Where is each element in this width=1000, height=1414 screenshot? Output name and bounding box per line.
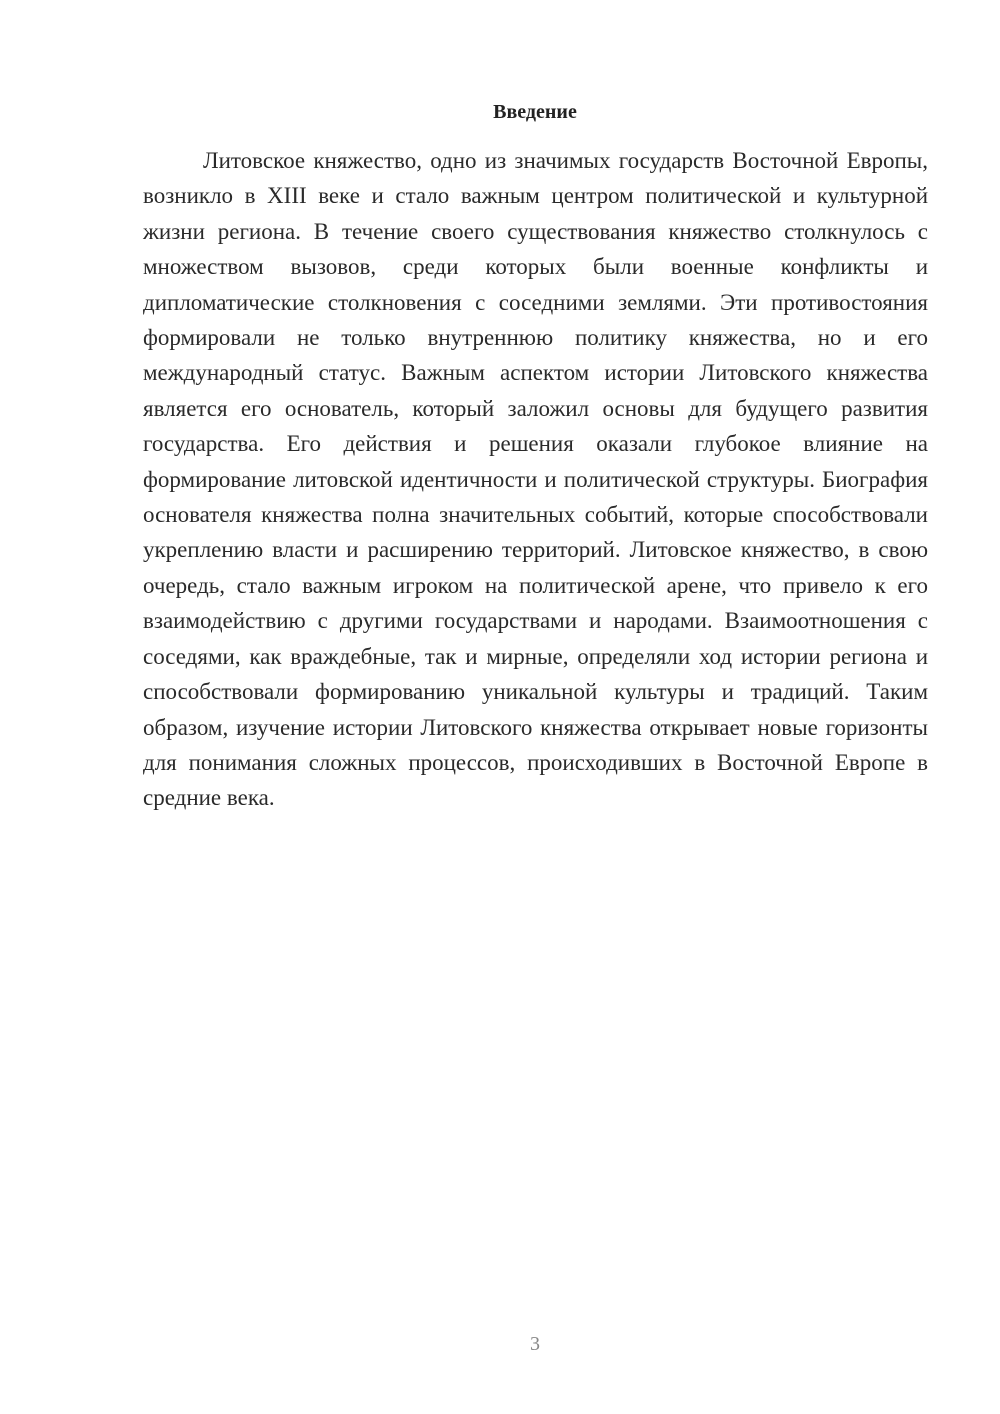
body-paragraph: Литовское княжество, одно из значимых государств Восточной Европы, возникло в XIII веке и стало важным центром политической и культурной жизни региона. В течение своего существования княжество столкнулось с множеством вызовов, среди которых были военные конфликты и дипломатические столкновения с соседними землями. Эти противостояния формировали не только внутреннюю политику княжества, но и его международный статус. Важным аспектом истории Литовского княжества является его основатель, который заложил основы для будущего развития государства. Его действия и решения оказали глубокое влияние на формирование литовской идентичности и политической структуры. Биография основателя княжества полна значительных событий, которые способствовали укреплению власти и расширению территорий. Литовское княжество, в свою очередь, стало важным игроком на политической арене, что привело к его взаимодействию с другими государствами и народами. Взаимоотношения с соседями, как враждебные, так и мирные, определяли ход истории региона и способствовали формированию уникальной культуры и традиций. Таким образом, изучение истории Литовского княжества открывает новые горизонты для понимания сложных процессов, происходивших в Восточной Европе в средние века.: [143, 148, 928, 811]
section-heading: Введение: [493, 101, 577, 123]
page-number: 3: [530, 1333, 540, 1355]
